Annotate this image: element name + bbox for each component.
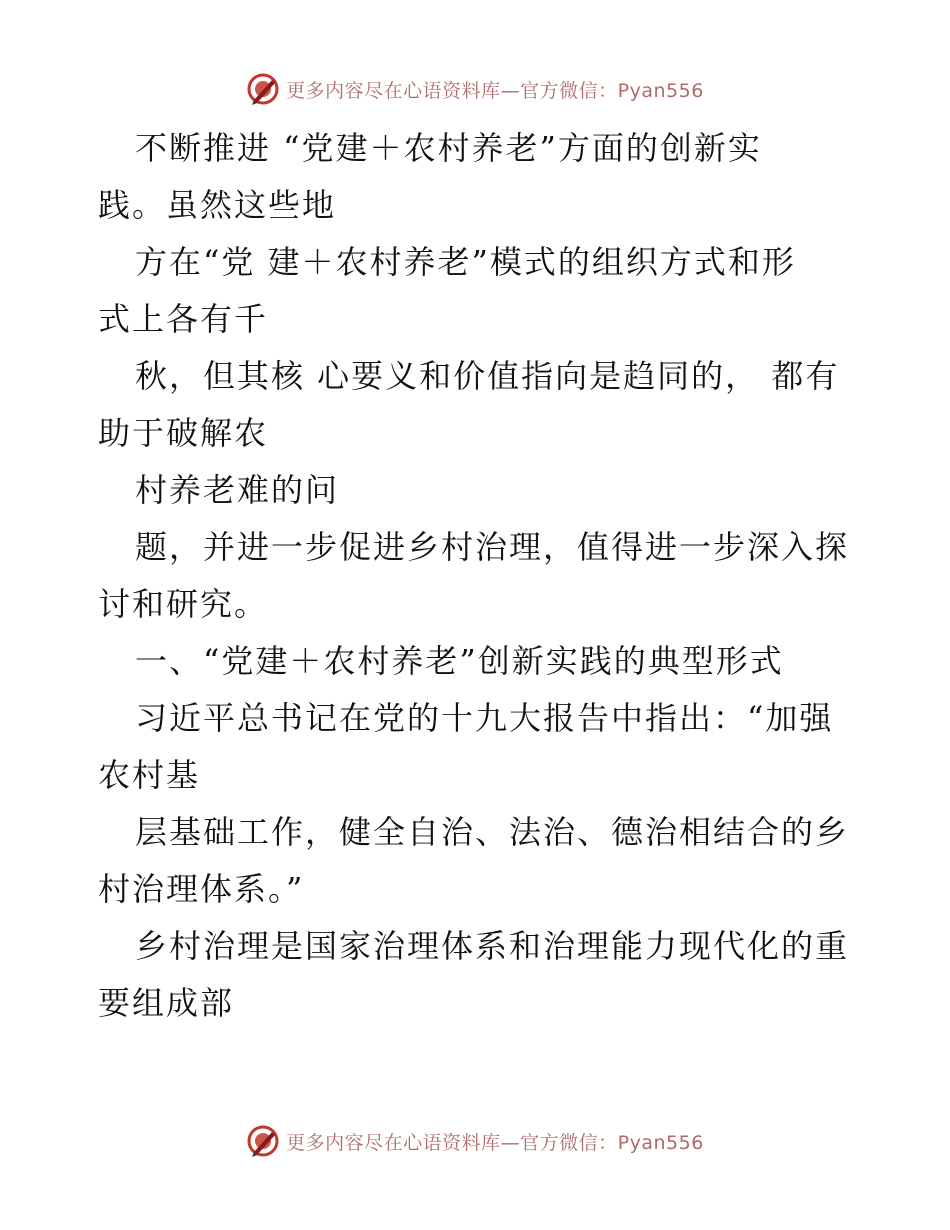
text-line: 村治理体系。” — [98, 870, 305, 908]
text-line: 秋，但其核 心要义和价值指向是趋同的， 都有 — [135, 357, 840, 395]
text-line: 要组成部 — [98, 984, 235, 1022]
text-line: 乡村治理是国家治理体系和治理能力现代化的重 — [135, 927, 850, 965]
pen-logo-icon — [246, 72, 280, 106]
watermark-text: 更多内容尽在心语资料库—官方微信：Pyan556 — [286, 1131, 704, 1154]
header-watermark — [0, 72, 950, 106]
text-line: 助于破解农 — [98, 414, 269, 452]
text-line: 习近平总书记在党的十九大报告中指出：“加强 — [135, 699, 834, 737]
text-line: 题，并进一步促进乡村治理，值得进一步深入探 — [135, 528, 850, 566]
text-line: 不断推进 “党建＋农村养老”方面的创新实 — [135, 129, 762, 167]
document-body — [98, 120, 878, 1032]
text-line: 式上各有千 — [98, 300, 269, 338]
text-line: 讨和研究。 — [98, 585, 269, 623]
footer-watermark — [0, 1124, 950, 1158]
text-line: 践。虽然这些地 — [98, 186, 337, 224]
watermark-text: 更多内容尽在心语资料库—官方微信：Pyan556 — [286, 79, 704, 102]
text-line: 村养老难的问 — [135, 471, 340, 509]
section-heading: 一、“党建＋农村养老”创新实践的典型形式 — [135, 642, 784, 680]
text-line: 农村基 — [98, 756, 201, 794]
text-line: 层基础工作，健全自治、法治、德治相结合的乡 — [135, 813, 850, 851]
pen-logo-icon — [246, 1124, 280, 1158]
text-line: 方在“党 建＋农村养老”模式的组织方式和形 — [135, 243, 796, 281]
